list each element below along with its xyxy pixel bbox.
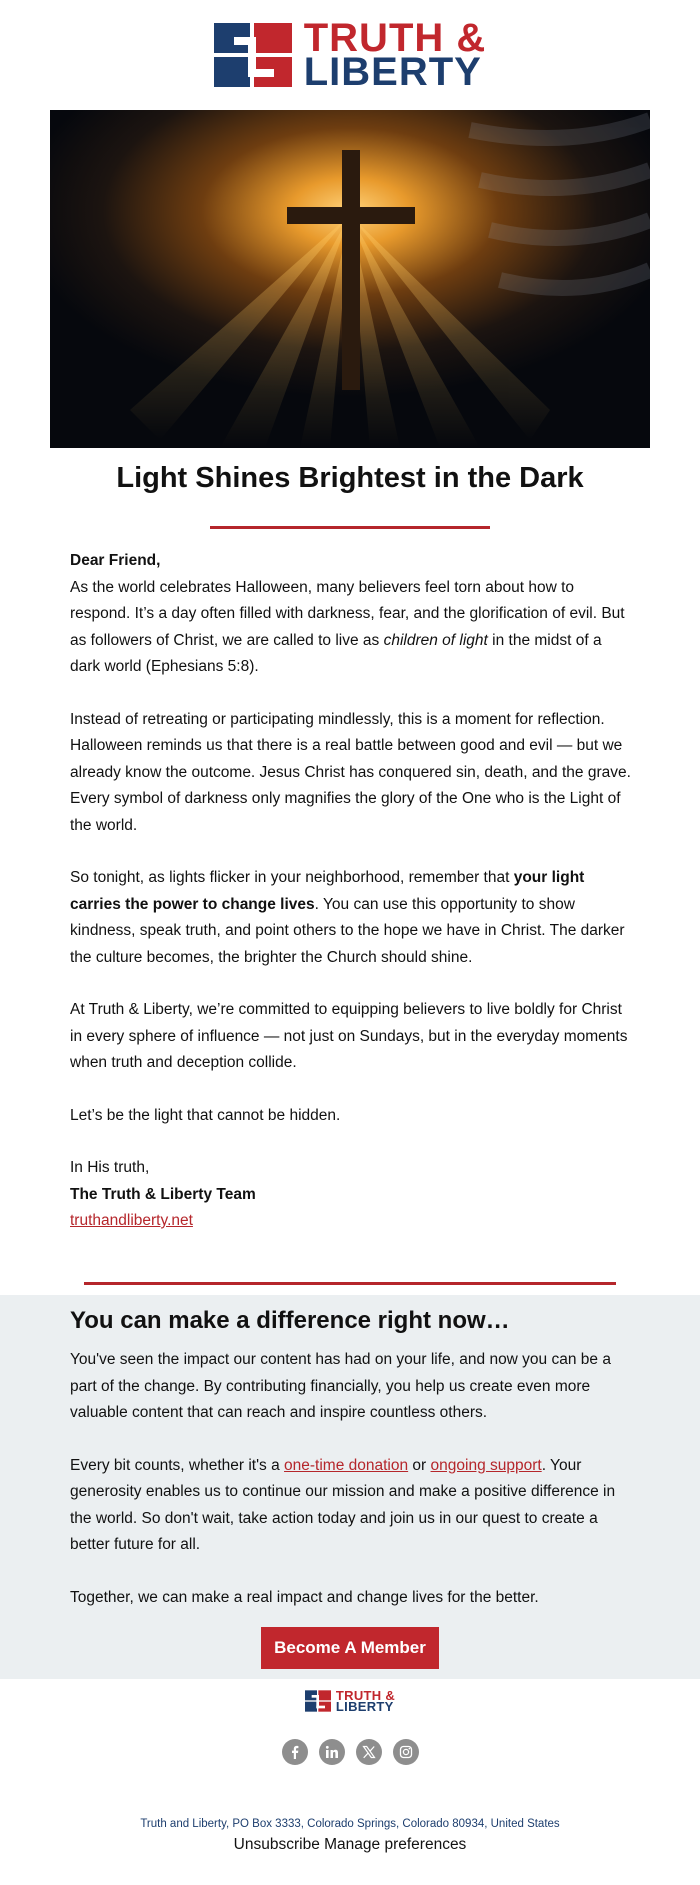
title-divider xyxy=(210,526,490,529)
footer-wordmark xyxy=(336,1690,395,1712)
facebook-icon[interactable] xyxy=(282,1739,308,1765)
footer-links xyxy=(0,1836,700,1854)
logo-line-1: TRUTH & xyxy=(303,16,487,60)
become-member-button[interactable]: Become A Member xyxy=(261,1627,439,1669)
logo-wordmark xyxy=(303,16,487,94)
paragraph-1-tail: in the midst of a dark world (Ephesians 5:8). xyxy=(70,631,602,675)
paragraph-1-emphasis: children of light xyxy=(383,631,488,649)
footer-logo-line-1: TRUTH & xyxy=(335,1688,396,1703)
manage-preferences-link[interactable]: Manage preferences xyxy=(324,1836,467,1853)
logo-line-2: LIBERTY xyxy=(303,50,482,94)
footer-logo-mark-icon xyxy=(305,1690,331,1712)
support-paragraph-2-tail: . Your generosity enables us to continue our mission and make a positive difference in the world. So don't wait, take action today and join us in our quest to create a better future for all. xyxy=(70,1456,616,1553)
support-paragraph-2-lead: Every bit counts, whether it's a xyxy=(70,1456,285,1474)
support-paragraph-3: Together, we can make a real impact and change lives for the better. xyxy=(70,1588,539,1606)
signature-team: The Truth & Liberty Team xyxy=(70,1185,256,1203)
closing-line: In His truth, xyxy=(70,1159,150,1176)
support-divider xyxy=(84,1282,616,1285)
ongoing-support-link[interactable]: ongoing support xyxy=(430,1456,542,1474)
page-title: Light Shines Brightest in the Dark xyxy=(116,462,584,494)
paragraph-intro xyxy=(70,548,632,681)
website-link[interactable]: truthandliberty.net xyxy=(70,1212,193,1229)
signature-block xyxy=(70,1155,632,1235)
paragraph-3-lead: So tonight, as lights flicker in your neighborhood, remember that xyxy=(70,869,514,886)
cross-light-icon xyxy=(50,110,650,448)
support-paragraph-2-or: or xyxy=(408,1456,431,1474)
header-logo[interactable] xyxy=(0,16,700,94)
unsubscribe-link[interactable]: Unsubscribe xyxy=(233,1836,320,1853)
linkedin-icon[interactable] xyxy=(319,1739,345,1765)
hero-image xyxy=(50,110,650,448)
instagram-icon[interactable] xyxy=(393,1739,419,1765)
support-paragraph-2 xyxy=(70,1453,630,1559)
paragraph-4: At Truth & Liberty, we’re committed to equipping believers to live boldly for Christ in every sphere of influence — not just on Sundays, but in the everyday moments when truth and deception collide. xyxy=(70,1001,628,1071)
article-body xyxy=(70,548,632,1261)
footer-logo[interactable] xyxy=(0,1690,700,1712)
paragraph-5: Let’s be the light that cannot be hidden. xyxy=(70,1106,341,1124)
footer-address: Truth and Liberty, PO Box 3333, Colorado Springs, Colorado 80934, United States xyxy=(140,1818,560,1830)
one-time-donation-link[interactable]: one-time donation xyxy=(284,1456,409,1474)
logo-mark-icon xyxy=(214,23,292,87)
paragraph-3 xyxy=(70,865,632,971)
greeting: Dear Friend, xyxy=(70,552,161,569)
footer-logo-line-2: LIBERTY xyxy=(335,1699,394,1714)
support-paragraph-1: You've seen the impact our content has had on your life, and now you can be a part of the change. By contributing financially, you help us create even more valuable content that can reach and inspire countless others. xyxy=(70,1351,611,1421)
paragraph-3-tail: . You can use this opportunity to show kindness, speak truth, and point others to the hope we have in Christ. The darker the culture becomes, the brighter the Church should shine. xyxy=(70,895,625,966)
paragraph-2: Instead of retreating or participating mindlessly, this is a moment for reflection. Halloween reminds us that there is a real battle between good and evil — but we already know the outcome. Jesus Christ has conquered sin, death, and the grave. Every symbol of darkness only magnifies the glory of the One who is the Light of the world. xyxy=(70,710,631,834)
paragraph-1-text: As the world celebrates Halloween, many believers feel torn about how to respond. It’s a day often filled with darkness, fear, and the glorification of evil. But as followers of Christ, we are called to live as xyxy=(70,578,625,649)
social-links xyxy=(0,1739,700,1765)
support-text xyxy=(70,1347,630,1637)
paragraph-3-bold: your light carries the power to change lives xyxy=(70,869,585,913)
support-section xyxy=(0,1295,700,1679)
support-heading: You can make a difference right now… xyxy=(70,1307,510,1334)
x-icon[interactable] xyxy=(356,1739,382,1765)
